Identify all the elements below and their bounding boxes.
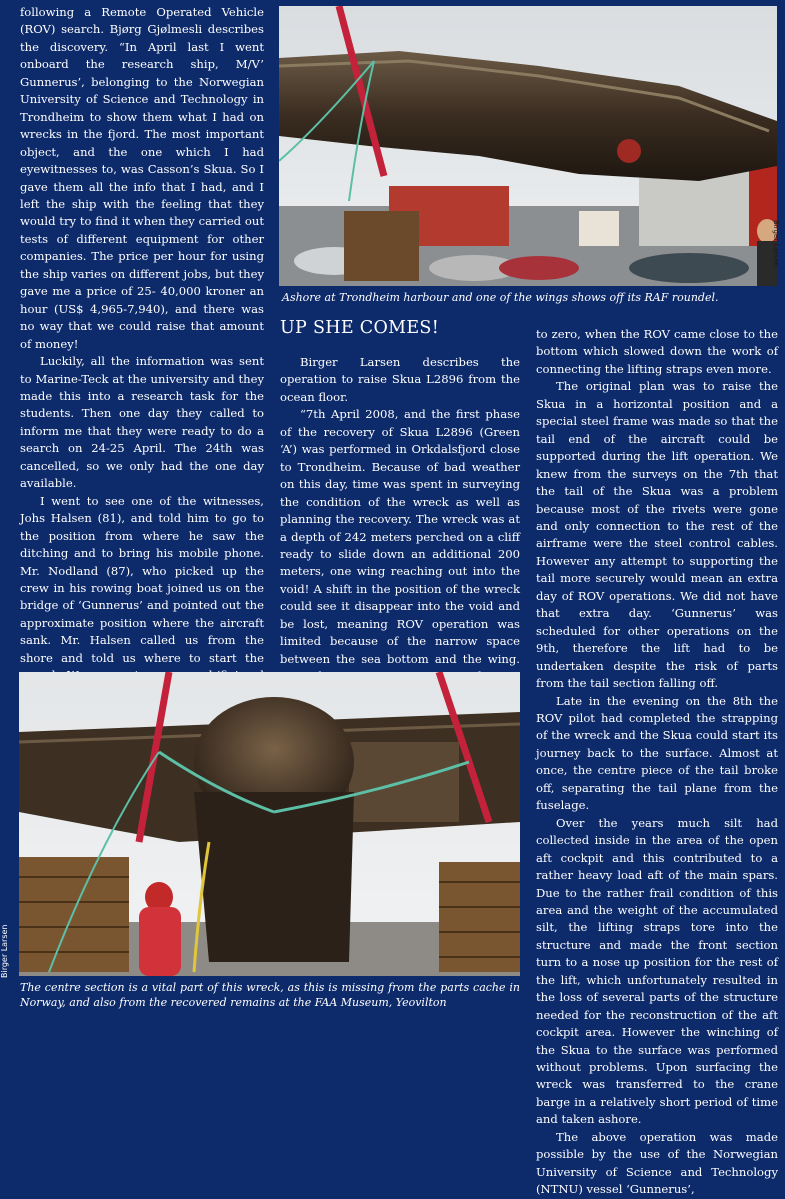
right-column bbox=[536, 326, 778, 1199]
middle-paragraph-2: “7th April 2008, and the first phase of the recovery of Skua L2896 (Green ‘A’) was performed in Orkdalsfjord close to Trondheim. Because of bad weather on this day, time was spent in surveying the condition of the wreck as well as planning the recovery. The wreck was at a depth of 242 meters perched on a cliff ready to slide down an additional 200 meters, one wing reaching out into the void! A shift in the position of the wreck could see it disappear into the void and be lost, meaning ROV operation was limited because of the narrow space between the sea bottom and the wing. bbox=[280, 407, 520, 666]
middle-paragraph-1: Birger Larsen describes the operation to raise Skua L2896 from the ocean floor. bbox=[280, 355, 520, 404]
right-paragraph-1: to zero, when the ROV came close to the bottom which slowed down the work of connecting the lifting straps even more. bbox=[536, 327, 778, 376]
top-photo-caption: Ashore at Trondheim harbour and one of the wings shows off its RAF roundel. bbox=[282, 291, 719, 304]
bottom-photo-caption: The centre section is a vital part of this wreck, as this is missing from the parts cache in Norway, and also from the recovered remains at the FAA Museum, Yeovilton bbox=[20, 981, 520, 1009]
right-paragraph-2: The original plan was to raise the Skua in a horizontal position and a special steel frame was made so that the tail end of the aircraft could be supported during the lift operation. We knew from the surveys on the 7th that the tail of the Skua was a problem because most of the rivets were gone and only connection to the rest of the airframe were the steel control cables. However any attempt to supporting the tail more securely would mean an extra day of ROV operations. We did not have that extra day. ‘Gunnerus’ was scheduled for other operations on the 9th, therefore the lift had to be undertaken despite the risk of parts from the tail section falling off. bbox=[536, 379, 778, 691]
right-paragraph-4: Over the years much silt had collected inside in the area of the open aft cockpit and this contributed to a rather heavy load aft of the main spars. Due to the rather frail condition of this area and the weight of the accumulated silt, the lifting straps tore into the structure and made the front section turn to a nose up position for the rest of the lift, which unfortunately resulted in the loss of several parts of the structure needed for the reconstruction of the aft cockpit area. However the winching of the Skua to the surface was performed without problems. Upon surfacing the wreck was transferred to the crane barge in a relatively short period of time and taken ashore. bbox=[536, 815, 778, 1127]
photo-credit-bottom: Birger Larsen bbox=[0, 924, 9, 978]
right-paragraph-3: Late in the evening on the 8th the ROV pilot had completed the strapping of the wreck and the Skua could start its journey back to the surface. Almost at once, the centre piece of the tail broke off, separating the tail plane from the fuselage. bbox=[536, 693, 778, 813]
left-paragraph-2: Luckily, all the information was sent to Marine-Teck at the university and they made this into a research task for the students. Then one day they called to inform me that they were ready to do a search on 24-25 April. The 24th was cancelled, so we only had the one day available. bbox=[20, 354, 264, 491]
left-paragraph-1: following a Remote Operated Vehicle (ROV) search. Bjørg Gjølmesli describes the discovery. “In April last I went onboard the research ship, M/V’ Gunnerus’, belonging to the Norwegian University of Science and Technology in Trondheim to show them what I had on wrecks in the fjord. The most important object, and the one which I had eyewitnesses to, was Casson’s Skua. So I gave them all the info that I had, and I left the ship with the feeling that they would try to find it when they carried out tests of different equipment for other companies. The price per hour for using the ship varies on different jobs, but they gave me a price of 25- 40,000 kroner an hour (US$ 4,965-7,940), and there was no way that we could raise that amount of money! bbox=[20, 5, 264, 351]
photo-credit-top: Birger Larsen bbox=[772, 220, 780, 267]
left-paragraph-3: I went to see one of the witnesses, Johs Halsen (81), and told him to go to the position from where he saw the ditching and to bring his mobile phone. Mr. Nodland (87), who picked up the crew in his rowing boat joined us on the bridge of ‘Gunnerus’ and pointed out the approximate position where the aircraft sank. Mr. Halsen called us from the shore and told us where to start the bbox=[20, 493, 264, 665]
wreck-on-dock-photo bbox=[279, 6, 777, 286]
wreck-on-dock-illustration bbox=[279, 6, 777, 286]
centre-section-photo bbox=[19, 672, 520, 976]
right-paragraph-5: The above operation was made possible by the use of the Norwegian University of Science and Technology (NTNU) vessel ‘Gunnerus’, bbox=[536, 1129, 778, 1197]
centre-section-illustration bbox=[19, 672, 520, 976]
section-heading: UP SHE COMES! bbox=[280, 318, 440, 338]
